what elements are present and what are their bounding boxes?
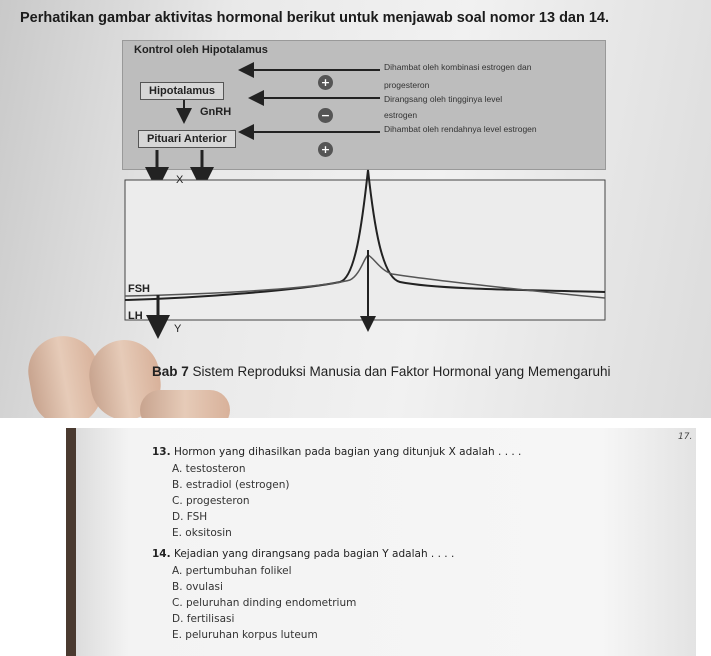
answer-option: E. peluruhan korpus luteum xyxy=(172,629,318,641)
page-binding-shadow xyxy=(66,428,76,656)
lh-label: LH xyxy=(128,310,143,322)
answer-option: D. fertilisasi xyxy=(172,613,235,625)
y-label: Y xyxy=(174,323,182,335)
pituari-label: Pituari Anterior xyxy=(138,130,236,148)
plus-icon: + xyxy=(318,142,333,157)
question-text: Kejadian yang dirangsang pada bagian Y adalah . . . . xyxy=(173,548,455,560)
question-text: Hormon yang dihasilkan pada bagian yang ditunjuk X adalah . . . . xyxy=(173,446,522,458)
gnrh-label: GnRH xyxy=(200,106,232,118)
note-stimulated: Dirangsang oleh tingginya level xyxy=(384,94,503,104)
chapter-number: Bab 7 xyxy=(152,364,189,379)
note-combination-cont: progesteron xyxy=(384,80,430,90)
chapter-caption xyxy=(152,364,610,379)
photo-separator xyxy=(0,418,711,428)
note-stimulated-cont: estrogen xyxy=(384,110,418,120)
answer-option: A. pertumbuhan folikel xyxy=(172,565,292,577)
answer-option: A. testosteron xyxy=(172,463,246,475)
question-number: 14. xyxy=(152,548,171,560)
note-combination: Dihambat oleh kombinasi estrogen dan xyxy=(384,62,532,72)
fsh-label: FSH xyxy=(128,283,150,295)
answer-option: C. peluruhan dinding endometrium xyxy=(172,597,357,609)
instruction-heading: Perhatikan gambar aktivitas hormonal berikut untuk menjawab soal nomor 13 dan 14. xyxy=(20,10,610,26)
answer-option: B. ovulasi xyxy=(172,581,223,593)
answer-option: D. FSH xyxy=(172,511,208,523)
question-13 xyxy=(152,446,521,458)
textbook-photo-bottom xyxy=(66,428,696,656)
question-number: 13. xyxy=(152,446,171,458)
chapter-title: Sistem Reproduksi Manusia dan Faktor Hormonal yang Memengaruhi xyxy=(188,364,611,379)
answer-option: E. oksitosin xyxy=(172,527,232,539)
answer-option: C. progesteron xyxy=(172,495,250,507)
x-label: X xyxy=(176,174,184,186)
plus-icon: + xyxy=(318,75,333,90)
hipotalamus-label: Hipotalamus xyxy=(140,82,224,100)
minus-icon: − xyxy=(318,108,333,123)
answer-option: B. estradiol (estrogen) xyxy=(172,479,290,491)
note-inhibited-low: Dihambat oleh rendahnya level estrogen xyxy=(384,124,537,134)
box-title: Kontrol oleh Hipotalamus xyxy=(134,44,268,56)
page-number: 17. xyxy=(678,432,693,442)
question-14 xyxy=(152,548,454,560)
